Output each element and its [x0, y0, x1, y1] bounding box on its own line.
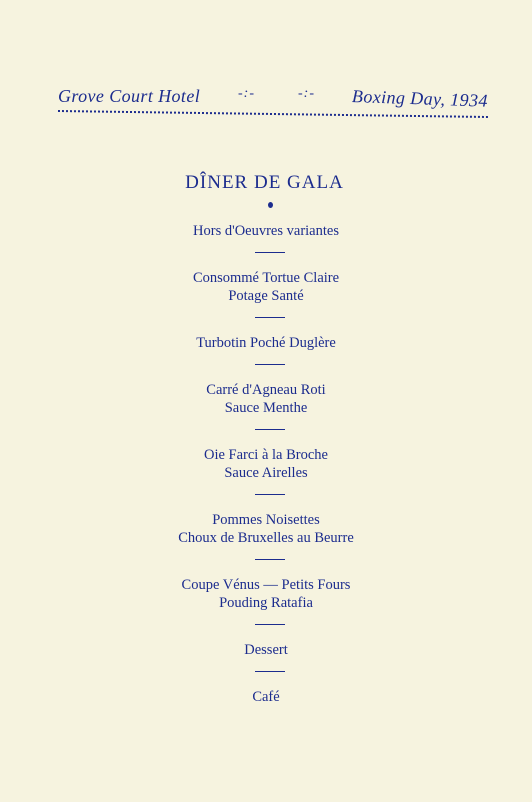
menu-body: [0, 170, 532, 706]
course-item: [0, 641, 532, 659]
course-item: [0, 334, 532, 352]
course-item: [0, 222, 532, 240]
course-divider: [255, 317, 285, 318]
course-divider: [255, 624, 285, 625]
course-line: Sauce Menthe: [224, 400, 308, 416]
course-item: [0, 269, 532, 305]
course-item: [0, 446, 532, 482]
course-line: Turbotin Poché Duglère: [196, 335, 336, 351]
course-divider: [255, 559, 285, 560]
menu-date: Boxing Day, 1934: [351, 86, 489, 111]
header-separator: -:-: [238, 86, 255, 101]
course-item: [0, 381, 532, 417]
hotel-name: Grove Court Hotel: [58, 86, 201, 106]
title-ornament: [268, 202, 273, 208]
course-line: Pommes Noisettes: [212, 512, 320, 528]
menu-header: [58, 86, 490, 112]
course-line: Coupe Vénus — Petits Fours: [181, 577, 351, 593]
menu-title: DÎNER DE GALA: [185, 172, 344, 193]
course-line: Consommé Tortue Claire: [192, 270, 340, 286]
course-line: Café: [252, 689, 280, 705]
course-line: Carré d'Agneau Roti: [206, 382, 326, 398]
course-item: [0, 511, 532, 547]
course-divider: [255, 252, 285, 253]
header-separator: -:-: [298, 86, 315, 101]
course-item: [0, 576, 532, 612]
course-line: Pouding Ratafia: [219, 595, 313, 611]
course-line: Dessert: [244, 642, 288, 658]
course-line: Hors d'Oeuvres variantes: [193, 223, 339, 239]
course-line: Oie Farci à la Broche: [203, 447, 328, 463]
course-divider: [255, 364, 285, 365]
course-divider: [255, 494, 285, 495]
course-divider: [255, 429, 285, 430]
course-item: [0, 688, 532, 706]
course-divider: [255, 671, 285, 672]
course-line: Choux de Bruxelles au Beurre: [178, 530, 354, 546]
course-line: Sauce Airelles: [224, 465, 308, 481]
course-line: Potage Santé: [228, 288, 304, 304]
